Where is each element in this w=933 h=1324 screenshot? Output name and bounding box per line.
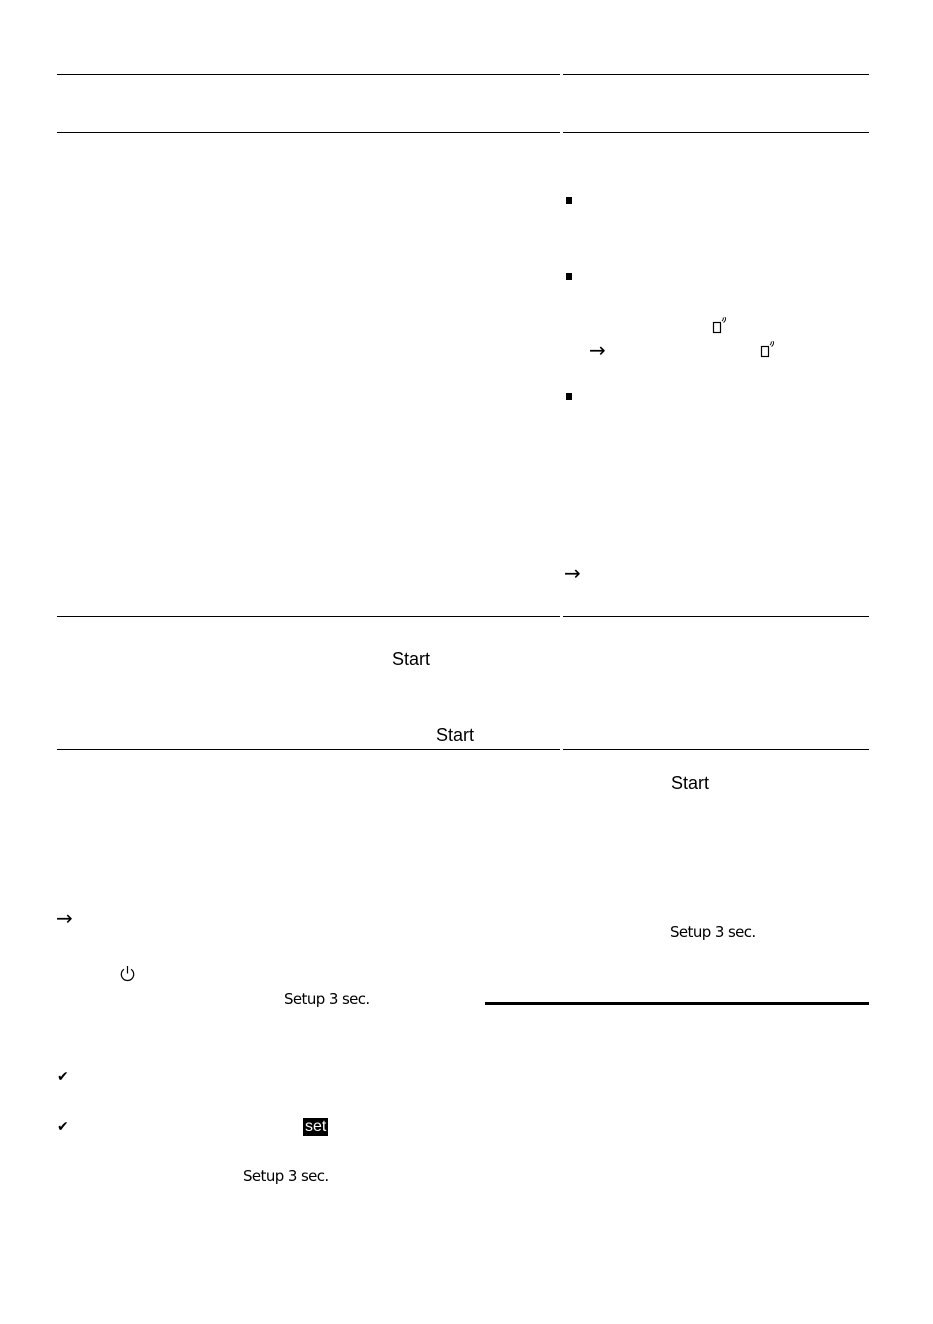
result-arrow: → <box>564 561 581 585</box>
list-bullet <box>566 273 572 280</box>
table-rule-row1-right <box>563 616 869 617</box>
table-rule-row2-right <box>563 749 869 750</box>
section-end-rule <box>485 1002 869 1005</box>
start-label: Start <box>671 773 710 793</box>
table-rule-row2-left <box>57 749 560 750</box>
list-bullet <box>566 197 572 204</box>
result-arrow: → <box>589 338 606 362</box>
setup-button-label: Setup 3 sec. <box>243 1167 329 1185</box>
start-label: Start <box>392 649 431 669</box>
result-arrow: → <box>56 906 73 930</box>
list-bullet <box>566 393 572 400</box>
power-icon <box>119 965 136 983</box>
table-rule-row1-left <box>57 616 560 617</box>
setup-button-label: Setup 3 sec. <box>284 990 370 1008</box>
table-rule-top-right <box>563 74 869 75</box>
start-label: Start <box>436 725 475 745</box>
table-rule-top-left <box>57 74 560 75</box>
display-set-indicator: set <box>305 1118 327 1135</box>
table-rule-header-right <box>563 132 869 133</box>
check-icon: ✔ <box>57 1119 69 1135</box>
setup-button-label: Setup 3 sec. <box>670 923 756 941</box>
table-rule-header-left <box>57 132 560 133</box>
check-icon: ✔ <box>57 1069 69 1085</box>
remote-start-icon <box>712 317 728 335</box>
remote-start-icon <box>760 341 776 359</box>
